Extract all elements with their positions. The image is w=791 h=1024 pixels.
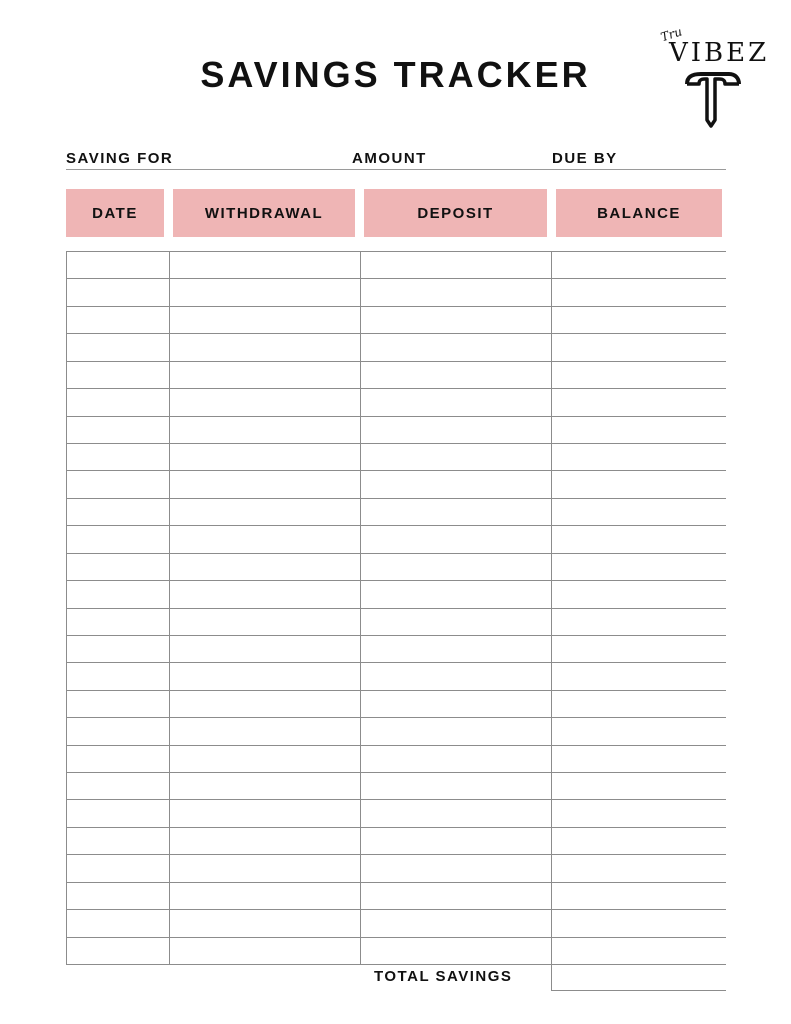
- total-savings-label: TOTAL SAVINGS: [374, 968, 513, 985]
- table-row-rule: [66, 690, 726, 691]
- table-row-rule: [66, 745, 726, 746]
- table-column-rule: [66, 251, 67, 964]
- table-row-rule: [66, 278, 726, 279]
- table-row-rule: [66, 443, 726, 444]
- due-by-label: DUE BY: [552, 150, 618, 167]
- table-row-rule: [66, 361, 726, 362]
- table-row-rule: [66, 635, 726, 636]
- table-row-rule: [66, 772, 726, 773]
- logo-script-text: Tru: [659, 24, 684, 45]
- table-row-rule: [66, 882, 726, 883]
- table-row-rule: [66, 306, 726, 307]
- logo-t-icon: [683, 70, 741, 128]
- brand-logo: [655, 24, 770, 130]
- tracker-table[interactable]: [66, 251, 726, 964]
- table-row-rule: [66, 964, 726, 965]
- table-row-rule: [66, 553, 726, 554]
- field-underline[interactable]: [66, 169, 726, 170]
- table-row-rule: [66, 909, 726, 910]
- column-header-withdrawal: WITHDRAWAL: [173, 189, 355, 237]
- table-row-rule: [66, 717, 726, 718]
- table-row-rule: [66, 580, 726, 581]
- amount-label: AMOUNT: [352, 150, 427, 167]
- table-row-rule: [66, 662, 726, 663]
- table-row-rule: [66, 854, 726, 855]
- column-header-balance: BALANCE: [556, 189, 722, 237]
- column-header-deposit: DEPOSIT: [364, 189, 547, 237]
- table-row-rule: [66, 827, 726, 828]
- table-row-rule: [66, 470, 726, 471]
- page-title: SAVINGS TRACKER: [200, 54, 591, 95]
- table-column-rule: [169, 251, 170, 964]
- table-row-rule: [66, 799, 726, 800]
- table-row-rule: [66, 416, 726, 417]
- table-column-rule: [551, 251, 552, 964]
- table-row-rule: [66, 525, 726, 526]
- saving-for-label: SAVING FOR: [66, 150, 174, 167]
- table-column-rule: [360, 251, 361, 964]
- table-row-rule: [66, 498, 726, 499]
- table-row-rule: [66, 333, 726, 334]
- column-header-date: DATE: [66, 189, 164, 237]
- table-row-rule: [66, 608, 726, 609]
- total-savings-box-edge: [551, 964, 552, 991]
- table-row-rule: [66, 388, 726, 389]
- table-row-rule: [66, 937, 726, 938]
- table-top-rule: [66, 251, 726, 252]
- total-savings-field[interactable]: [551, 990, 726, 991]
- logo-word-text: VIBEZ: [669, 38, 770, 68]
